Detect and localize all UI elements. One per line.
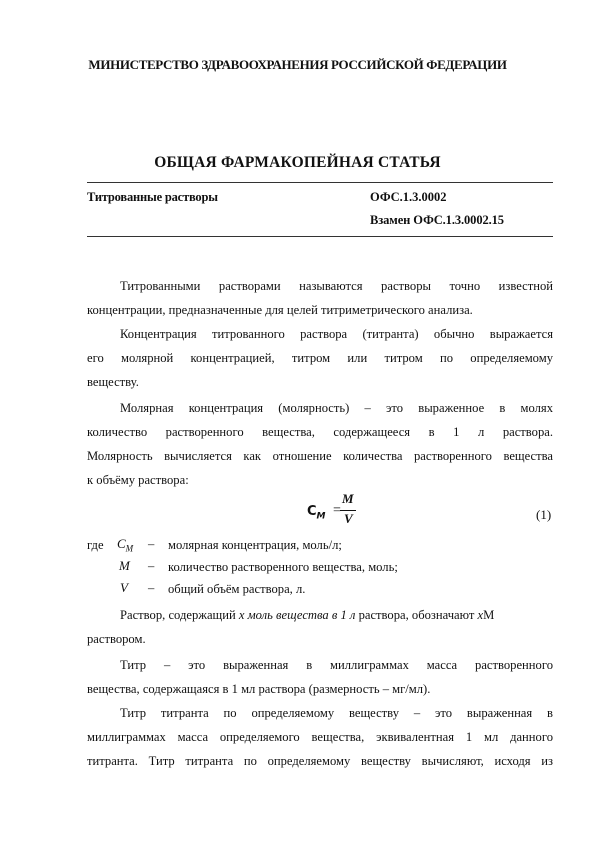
definition-text: количество растворенного вещества, моль;	[168, 560, 398, 574]
definition-symbol: M	[119, 558, 130, 573]
paragraph-line: Концентрация титрованного раствора (титранта) обычно выражается	[120, 327, 553, 341]
paragraph-line: концентрации, предназначенные для целей титриметрического анализа.	[87, 303, 473, 317]
p4-part: моль вещества в 1	[247, 608, 347, 622]
paragraph-line: Молярность вычисляется как отношение количества растворенного вещества	[87, 449, 553, 463]
paragraph-line: титранта. Титр титранта по определяемому веществу вычисляют, исходя из	[87, 754, 553, 768]
paragraph-line: его молярной концентрацией, титром или титром по определяемому	[87, 351, 553, 365]
article-replaces: Взамен ОФС.1.3.0002.15	[370, 213, 504, 227]
p4-molar: М	[483, 608, 495, 622]
definition-symbol: $C_M$	[117, 536, 134, 554]
definition-dash: –	[148, 537, 155, 551]
paragraph-line: Титр – это выраженная в миллиграммах масса растворенного	[120, 658, 553, 672]
formula-numerator: M	[342, 491, 354, 506]
paragraph-line: количество растворенного вещества, содержащееся в 1 л раствора.	[87, 425, 553, 439]
definition-text: общий объём раствора, л.	[168, 582, 306, 596]
p4-var: x	[477, 608, 484, 622]
p4-part: Раствор, содержащий	[120, 608, 236, 622]
molarity-formula	[307, 491, 367, 531]
formula-number: (1)	[536, 507, 552, 522]
formula-denominator: V	[344, 511, 353, 526]
bottom-divider	[87, 236, 553, 237]
definition-dash: –	[148, 559, 155, 573]
where-label: где	[87, 538, 104, 552]
definition-dash: –	[148, 581, 155, 595]
paragraph-line: к объёму раствора:	[87, 473, 189, 487]
p4-part: раствора, обозначают	[358, 608, 475, 622]
article-title: Титрованные растворы	[87, 190, 218, 204]
paragraph-line: миллиграммах масса определяемого вещества, эквивалентная 1 мл данного	[87, 730, 553, 744]
top-divider	[87, 182, 553, 183]
paragraph-line: веществу.	[87, 375, 139, 389]
formula-equals: =	[333, 503, 341, 518]
ministry-header: МИНИСТЕРСТВО ЗДРАВООХРАНЕНИЯ РОССИЙСКОЙ ФЕДЕРАЦИИ	[88, 57, 507, 72]
document-type-title: ОБЩАЯ ФАРМАКОПЕЙНАЯ СТАТЬЯ	[154, 154, 441, 171]
article-code: ОФС.1.3.0002	[370, 190, 447, 204]
definition-symbol: V	[120, 580, 128, 595]
paragraph-line	[120, 607, 553, 623]
paragraph-line: раствором.	[87, 632, 146, 646]
formula-lhs: $C_M$	[307, 504, 326, 522]
paragraph-line: Титр титранта по определяемому веществу – это выраженная в	[120, 706, 553, 720]
definition-text: молярная концентрация, моль/л;	[168, 538, 342, 552]
paragraph-line: Титрованными растворами называются растворы точно известной	[120, 279, 553, 293]
p4-var: x	[238, 608, 245, 622]
paragraph-line: Молярная концентрация (молярность) – это выраженное в молях	[120, 401, 553, 415]
paragraph-line: вещества, содержащаяся в 1 мл раствора (размерность – мг/мл).	[87, 682, 431, 696]
p4-unit: л	[349, 608, 356, 622]
